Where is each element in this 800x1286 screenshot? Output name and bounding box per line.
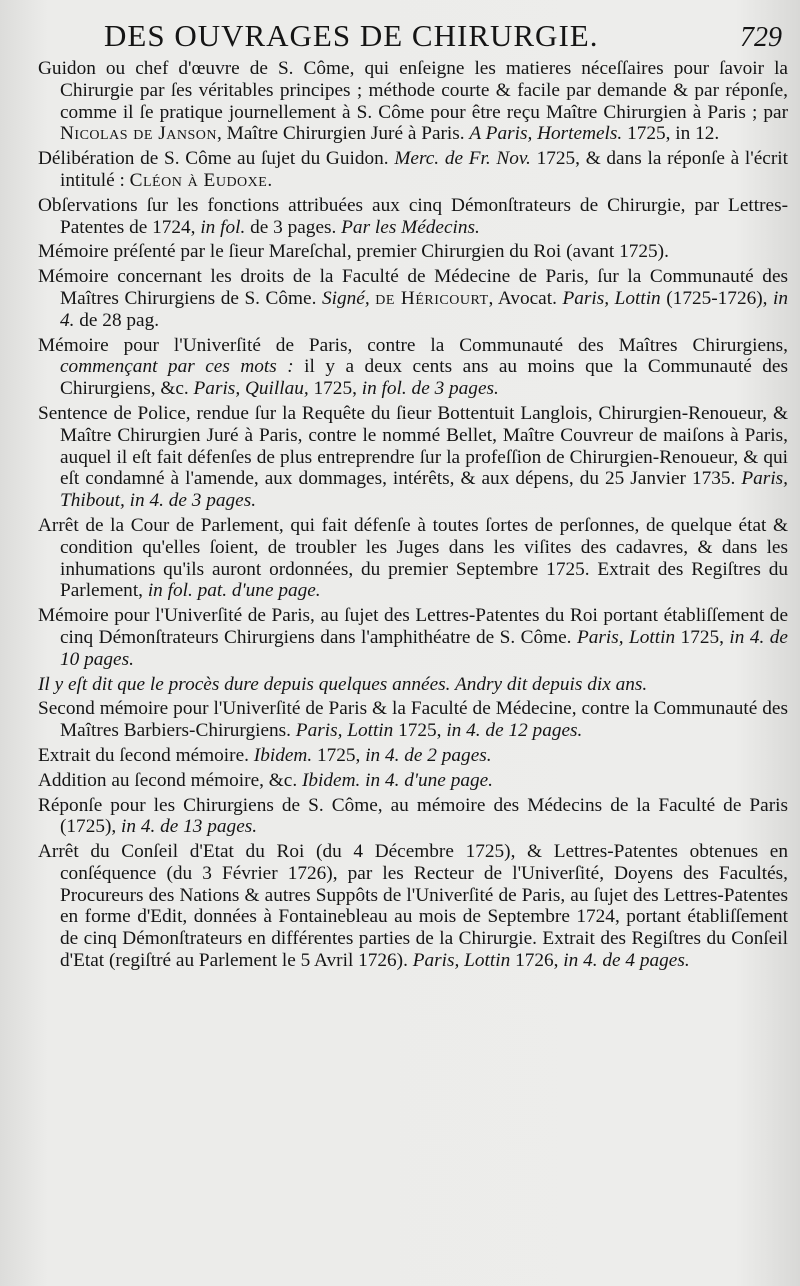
entry-text-run: Nicolas de Janson bbox=[60, 123, 218, 145]
entry-text-run: Paris, Lottin bbox=[562, 287, 661, 309]
entry-text-run: 1725, bbox=[393, 720, 447, 742]
entry-text-run: Paris, Lottin bbox=[576, 626, 676, 648]
entry-text-run: Délibération de S. Côme au ſujet du Guidon. bbox=[38, 148, 395, 170]
entry-text-run: 1725, & dans la réponſe à l'écrit intitulé : bbox=[60, 148, 788, 191]
entry-text-run: 1725, bbox=[312, 744, 366, 766]
entry-text-run: in 4. de 10 pages. bbox=[60, 626, 788, 670]
entry-text-run: Paris, Thibout, in 4. de 3 pages. bbox=[60, 468, 788, 512]
bibliography-entry bbox=[38, 266, 788, 331]
entry-text-run: Paris, Lottin bbox=[295, 720, 394, 742]
entry-text-run: in fol. bbox=[200, 216, 246, 238]
entry-text-run: A Paris, Hortemels. bbox=[469, 123, 623, 145]
page-number: 729 bbox=[740, 22, 782, 53]
entry-text-run: Signé, bbox=[321, 287, 370, 309]
entry-text-run: Ibidem. bbox=[253, 744, 313, 766]
bibliography-list bbox=[38, 58, 788, 972]
entry-text-run: Obſervations ſur les fonctions attribuées aux cinq Démonſtrateurs de Chirurgie, par Lettres-Patentes de 1724, bbox=[38, 194, 788, 238]
entry-text-run: Arrêt du Conſeil d'Etat du Roi (du 4 Décembre 1725), & Lettres-Patentes obtenues en conſéquence (du 3 Février 1726), par les Recteur de l'Univerſité, Doyens des Facultés, Procureurs des Nations & autres Suppôts de l'Univerſité de Paris, au ſujet des Lettres-Patentes en forme d'Edit, données à Fontainebleau au mois de Septembre 1724, portant établiſſement de cinq Démonſtrateurs en différentes parties de la Chirurgie. Extrait des Regiſtres du Conſeil d'Etat (regiſtré au Parlement le 5 Avril 1726). bbox=[38, 841, 788, 972]
bibliography-entry bbox=[38, 698, 788, 742]
entry-text-run: Arrêt de la Cour de Parlement, qui fait défenſe à toutes ſortes de perſonnes, de quelque état & condition qu'elles ſoient, de troubler les Juges dans les viſites des cadavres, & dans les inhumations qu'ils auront ordonnées, du premier Septembre 1725. Extrait des Regiſtres du Parlement, bbox=[38, 514, 788, 602]
entry-text-run: 1725, in 12. bbox=[622, 123, 720, 145]
entry-text-run: Mémoire pour l'Univerſité de Paris, au ſujet des Lettres-Patentes du Roi portant établiſſement de cinq Démonſtrateurs Chirurgiens dans l'amphithéatre de S. Côme. bbox=[38, 605, 788, 648]
entry-text-run: Sentence de Police, rendue ſur la Requête du ſieur Bottentuit Langlois, Chirurgien-Renoueur, & Maître Chirurgien Juré à Paris, contre le nommé Bellet, Maître Couvreur de maiſons à Paris, auquel il eſt fait défenſes de plus entreprendre ſur la profeſſion de Chirurgien-Renoueur, & qui eſt condamné à l'amende, aux dommages, intérêts, & aux dépens, du 25 Janvier 1735. bbox=[38, 402, 788, 490]
bibliography-entry bbox=[38, 515, 788, 602]
entry-text-run: . bbox=[267, 169, 273, 191]
bibliography-entry bbox=[38, 674, 788, 696]
entry-text-run: Mémoire concernant les droits de la Faculté de Médecine de Paris, ſur la Communauté des Maîtres Chirurgiens de S. Côme. bbox=[38, 266, 788, 309]
bibliography-entry bbox=[38, 195, 788, 239]
bibliography-entry bbox=[38, 58, 788, 145]
bibliography-entry bbox=[38, 335, 788, 400]
entry-text-run: commençant par ces mots : bbox=[60, 356, 294, 378]
bibliography-entry bbox=[38, 770, 788, 792]
entry-text-run: (1725-1726), bbox=[660, 287, 774, 309]
bibliography-entry bbox=[38, 745, 788, 767]
entry-text-run: Merc. de Fr. Nov. bbox=[394, 148, 531, 170]
entry-text-run: Mémoire préſenté par le ſieur Mareſchal, premier Chirurgien du Roi (avant 1725). bbox=[38, 241, 669, 263]
entry-text-run: Guidon ou chef d'œuvre de S. Côme, qui enſeigne les matieres néceſſaires pour ſavoir la Chirurgie par ſes véritables principes ; méthode courte & facile par demande & par réponſe, comme il ſe pratique journellement à S. Côme pour être reçu Maître Chirurgien à Paris ; par bbox=[38, 58, 788, 123]
entry-text-run: in fol. de 3 pages. bbox=[361, 378, 499, 400]
entry-text-run: in 4. de 4 pages. bbox=[563, 950, 690, 972]
entry-text-run: in 4. de 2 pages. bbox=[365, 744, 492, 766]
entry-text-run: in fol. pat. d'une page. bbox=[147, 580, 321, 602]
bibliography-entry bbox=[38, 795, 788, 839]
entry-text-run: de 28 pag. bbox=[74, 309, 160, 331]
entry-text-run: 1725, bbox=[675, 626, 730, 648]
running-title: DES OUVRAGES DE CHIRURGIE. bbox=[104, 18, 599, 53]
bibliography-entry bbox=[38, 605, 788, 670]
entry-text-run: Paris, Lottin bbox=[412, 950, 511, 972]
entry-text-run: 1726, bbox=[510, 950, 564, 972]
entry-text-run: Par les Médecins. bbox=[341, 216, 480, 238]
entry-text-run: Ibidem. in 4. d'une page. bbox=[301, 769, 493, 791]
entry-text-run: Cléon à Eudoxe bbox=[129, 169, 268, 191]
entry-text-run: in 4. de 13 pages. bbox=[121, 816, 258, 838]
entry-text-run: Second mémoire pour l'Univerſité de Paris & la Faculté de Médecine, contre la Communauté des Maîtres Barbiers-Chirurgiens. bbox=[38, 698, 788, 742]
entry-text-run: de 3 pages. bbox=[245, 216, 342, 238]
entry-text-run: in 4. bbox=[60, 287, 789, 331]
entry-text-run: , Maître Chirurgien Juré à Paris. bbox=[217, 123, 470, 145]
entry-text-run: de Héricourt bbox=[375, 287, 489, 309]
entry-text-run: Il y eſt dit que le procès dure depuis quelques années. Andry dit depuis dix ans. bbox=[38, 673, 648, 695]
entry-text-run: il y a deux cents ans au moins que la Communauté des Chirurgiens, &c. bbox=[60, 356, 788, 400]
bibliography-entry bbox=[38, 403, 788, 512]
entry-text-run: Addition au ſecond mémoire, &c. bbox=[38, 769, 302, 791]
entry-text-run: Extrait du ſecond mémoire. bbox=[38, 744, 254, 766]
running-head bbox=[38, 18, 788, 58]
bibliography-entry bbox=[38, 148, 788, 192]
entry-text-run: Paris, Quillau, bbox=[193, 378, 309, 400]
entry-text-run: 1725, bbox=[308, 378, 362, 400]
entry-text-run: Réponſe pour les Chirurgiens de S. Côme, au mémoire des Médecins de la Faculté de Paris (1725), bbox=[38, 794, 788, 838]
bibliography-entry bbox=[38, 841, 788, 972]
entry-text-run: Mémoire pour l'Univerſité de Paris, contre la Communauté des Maîtres Chirurgiens, bbox=[38, 334, 788, 356]
bibliography-entry bbox=[38, 241, 788, 263]
entry-text-run: , Avocat. bbox=[488, 287, 563, 309]
entry-text-run: in 4. de 12 pages. bbox=[446, 720, 583, 742]
